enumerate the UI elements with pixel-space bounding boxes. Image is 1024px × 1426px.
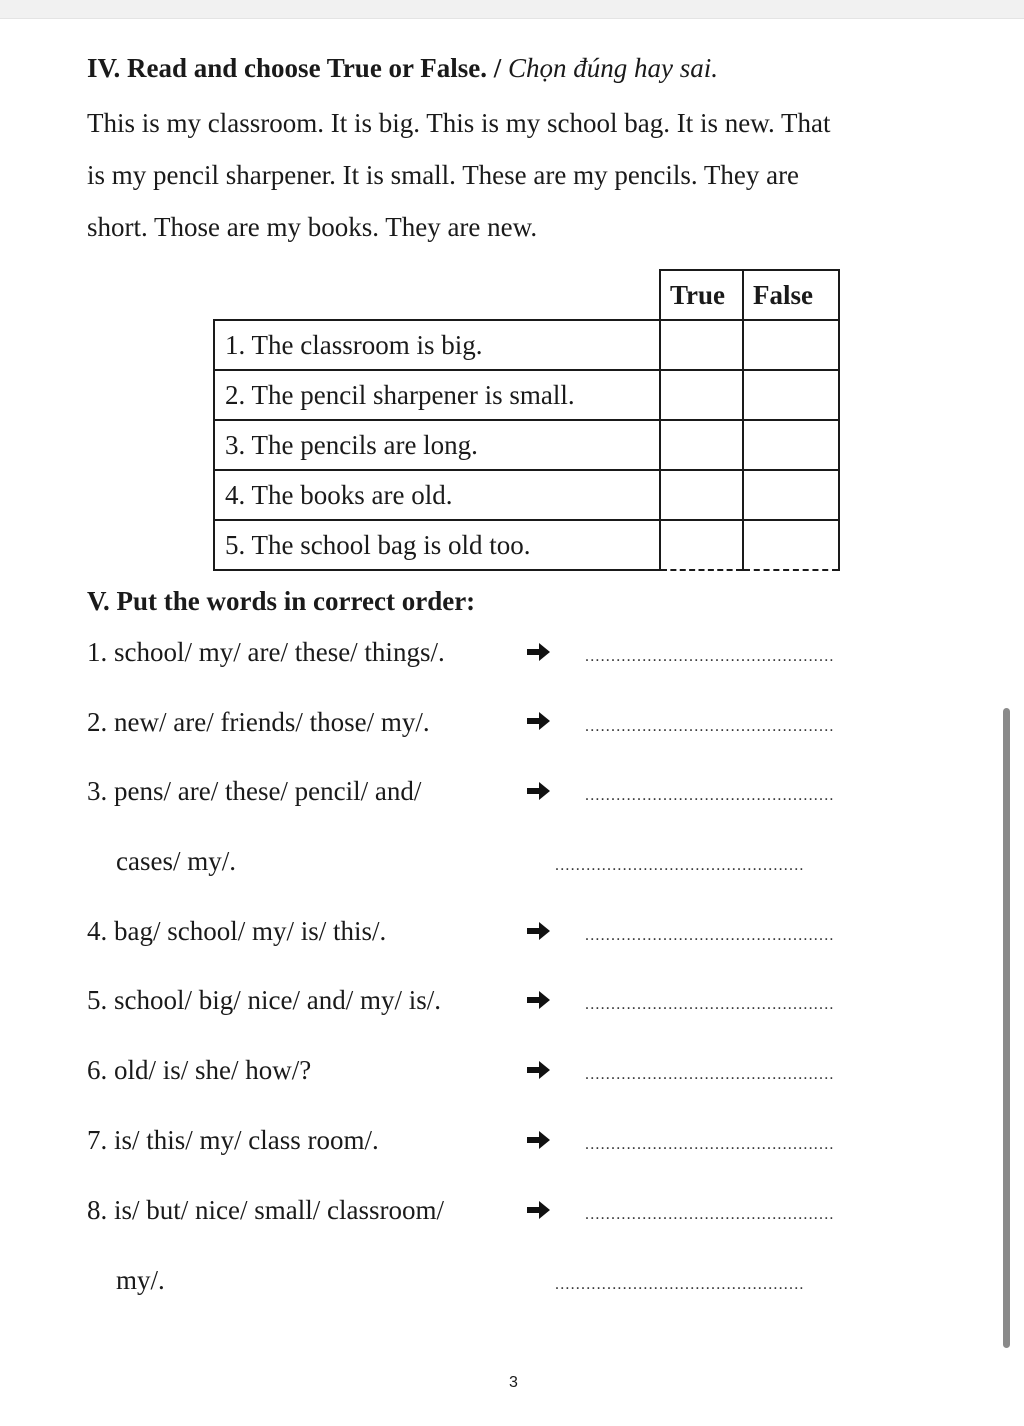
answer-line[interactable]: ................................................ (555, 857, 805, 874)
right-arrow-icon (524, 986, 552, 1014)
exercise-item-3: 3. pens/ are/ these/ pencil/ and/ (87, 776, 422, 806)
exercise-item-8-continued: my/. (116, 1265, 165, 1295)
right-arrow-icon (524, 1196, 552, 1224)
right-arrow-icon (524, 777, 552, 805)
column-header-true: True (660, 270, 743, 320)
exercise-item-7: 7. is/ this/ my/ class room/. (87, 1125, 379, 1155)
statement-cell: 1. The classroom is big. (214, 320, 660, 370)
statement-cell: 5. The school bag is old too. (214, 520, 660, 570)
right-arrow-icon (524, 638, 552, 666)
passage-line: This is my classroom. It is big. This is my school bag. It is new. That (87, 108, 831, 138)
answer-line[interactable]: ................................................ (585, 648, 835, 665)
answer-line[interactable]: ................................................ (585, 1136, 835, 1153)
exercise-item-4: 4. bag/ school/ my/ is/ this/. (87, 916, 387, 946)
right-arrow-icon (524, 1056, 552, 1084)
passage-line: is my pencil sharpener. It is small. These are my pencils. They are (87, 160, 800, 190)
exercise-item-6: 6. old/ is/ she/ how/? (87, 1055, 312, 1085)
statement-cell: 2. The pencil sharpener is small. (214, 370, 660, 420)
exercise-item-5: 5. school/ big/ nice/ and/ my/ is/. (87, 985, 441, 1015)
exercise-item-1: 1. school/ my/ are/ these/ things/. (87, 637, 445, 667)
exercise-item-2: 2. new/ are/ friends/ those/ my/. (87, 707, 430, 737)
statement-cell: 3. The pencils are long. (214, 420, 660, 470)
right-arrow-icon (524, 1126, 552, 1154)
section-4-heading-bold: IV. Read and choose True or False. / (87, 53, 502, 83)
passage-line: short. Those are my books. They are new. (87, 212, 538, 242)
statement-cell: 4. The books are old. (214, 470, 660, 520)
answer-line[interactable]: ................................................ (585, 1066, 835, 1083)
page-number: 3 (509, 1374, 518, 1391)
column-header-false: False (743, 270, 839, 320)
answer-line[interactable]: ................................................ (585, 927, 835, 944)
exercise-item-3-continued: cases/ my/. (116, 846, 236, 876)
answer-line[interactable]: ................................................ (585, 996, 835, 1013)
answer-line[interactable]: ................................................ (585, 718, 835, 735)
right-arrow-icon (524, 707, 552, 735)
exercise-item-8: 8. is/ but/ nice/ small/ classroom/ (87, 1195, 444, 1225)
section-4-heading-italic: Chọn đúng hay sai. (508, 53, 719, 83)
section-5-heading: V. Put the words in correct order: (87, 586, 476, 616)
answer-line[interactable]: ................................................ (585, 787, 835, 804)
right-arrow-icon (524, 917, 552, 945)
vertical-scrollbar[interactable] (1003, 708, 1010, 1348)
answer-line[interactable]: ................................................ (585, 1206, 835, 1223)
answer-line[interactable]: ................................................ (555, 1276, 805, 1293)
